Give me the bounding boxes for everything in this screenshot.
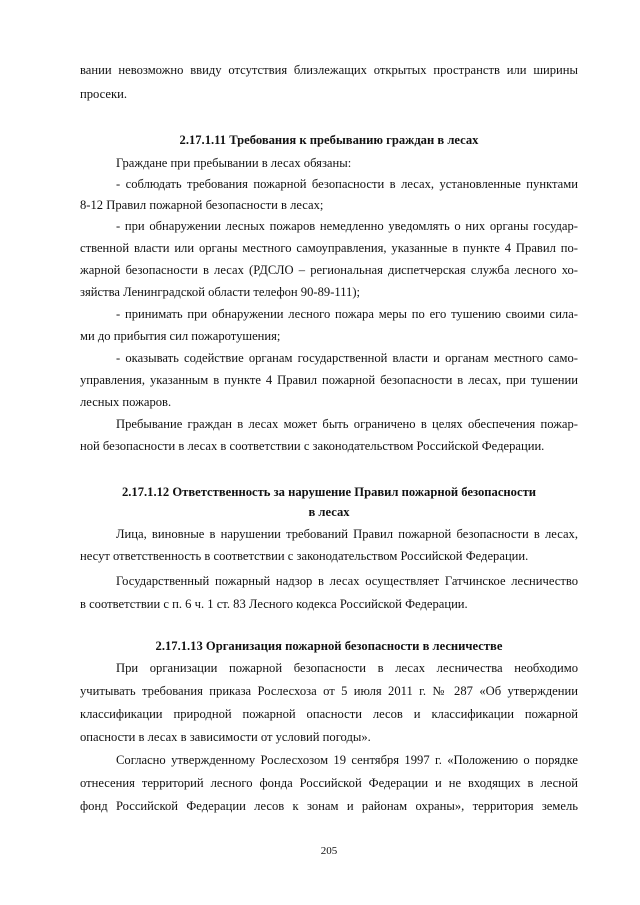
paragraph-line: Согласно утвержденному Рослесхозом 19 сентября 1997 г. «Положению о порядке (116, 753, 578, 767)
paragraph-line: жарной безопасности в лесах (РДСЛО – региональная диспетчерская служба лесного хо- (80, 263, 578, 277)
paragraph-line: вании невозможно ввиду отсутствия близлежащих открытых пространств или ширины (80, 63, 578, 77)
paragraph-line: зяйства Ленинградской области телефон 90-89-111); (80, 285, 361, 299)
page-number: 205 (320, 845, 338, 857)
section-heading: 2.17.1.12 Ответственность за нарушение Правил пожарной безопасности (121, 485, 537, 499)
paragraph-line: учитывать требования приказа Рослесхоза от 5 июля 2011 г. № 287 «Об утверждении (80, 684, 578, 698)
paragraph-line: - соблюдать требования пожарной безопасности в лесах, установленные пунктами (116, 177, 578, 191)
paragraph-line: опасности в лесах в зависимости от условий погоды». (80, 730, 371, 744)
paragraph-line: в соответствии с п. 6 ч. 1 ст. 83 Лесного кодекса Российской Федерации. (80, 597, 468, 611)
paragraph-line: просеки. (80, 87, 127, 101)
paragraph-line: лесных пожаров. (80, 395, 172, 409)
paragraph-line: - при обнаружении лесных пожаров немедленно уведомлять о них органы государ- (116, 219, 578, 233)
paragraph-line: несут ответственность в соответствии с законодательством Российской Федерации. (80, 549, 529, 563)
paragraph-line: классификации природной пожарной опасности лесов и классификации пожарной (80, 707, 578, 721)
paragraph-line: - оказывать содействие органам государственной власти и органам местного само- (116, 351, 578, 365)
paragraph-line: ственной власти или органы местного самоуправления, указанные в пункте 4 Правил по- (80, 241, 578, 255)
section-heading-continuation: в лесах (308, 505, 350, 519)
paragraph-line: Пребывание граждан в лесах может быть ограничено в целях обеспечения пожар- (116, 417, 578, 431)
paragraph-line: При организации пожарной безопасности в лесах лесничества необходимо (116, 661, 578, 675)
paragraph-line: управления, указанным в пункте 4 Правил пожарной безопасности в лесах, при тушении (80, 373, 578, 387)
paragraph-line: отнесения территорий лесного фонда Российской Федерации и не входящих в лесной (80, 776, 578, 790)
paragraph-line: - принимать при обнаружении лесного пожара меры по его тушению своими сила- (116, 307, 578, 321)
paragraph-line: фонд Российской Федерации лесов к зонам и районам охраны», территория земель (80, 799, 578, 813)
paragraph-line: ной безопасности в лесах в соответствии с законодательством Российской Федерации. (80, 439, 545, 453)
paragraph-line: Граждане при пребывании в лесах обязаны: (116, 156, 352, 170)
document-page (80, 0, 578, 905)
section-heading: 2.17.1.11 Требования к пребыванию граждан в лесах (179, 133, 479, 147)
paragraph-line: ми до прибытия сил пожаротушения; (80, 329, 281, 343)
paragraph-line: Государственный пожарный надзор в лесах осуществляет Гатчинское лесничество (116, 574, 578, 588)
paragraph-line: 8-12 Правил пожарной безопасности в лесах; (80, 198, 324, 212)
section-heading: 2.17.1.13 Организация пожарной безопасности в лесничестве (155, 639, 503, 653)
paragraph-line: Лица, виновные в нарушении требований Правил пожарной безопасности в лесах, (116, 527, 578, 541)
